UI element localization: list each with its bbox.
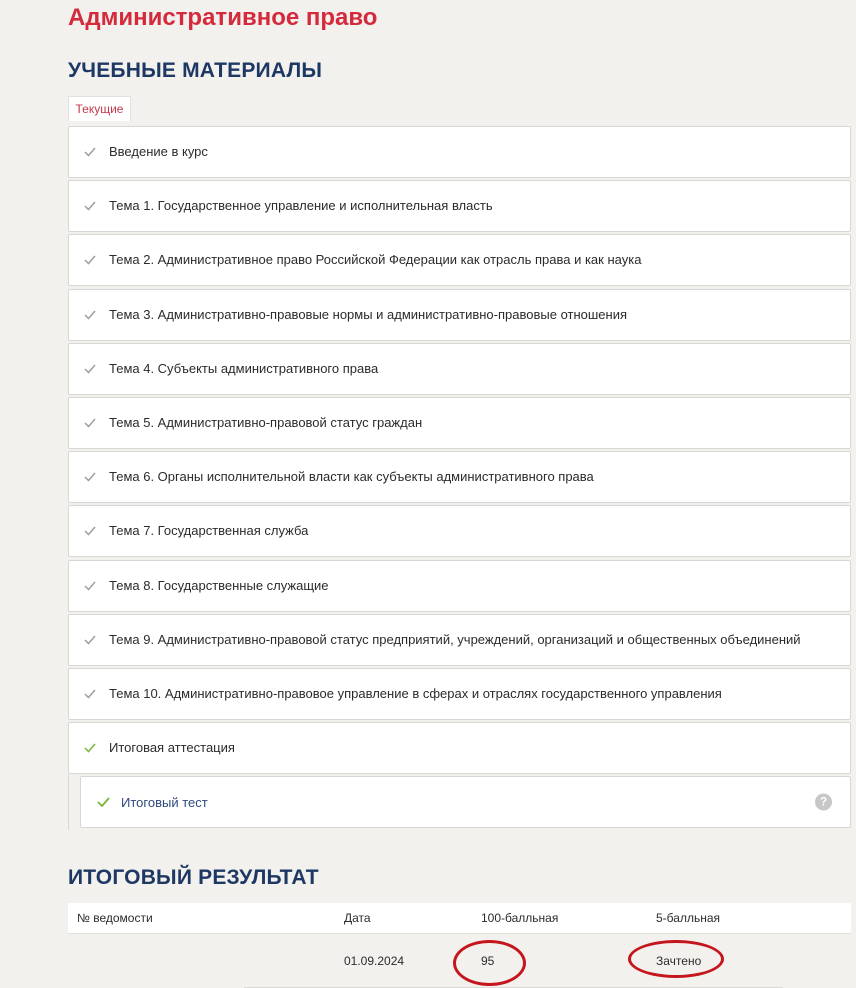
column-date: Дата [344, 911, 371, 925]
check-icon [84, 688, 96, 700]
help-icon[interactable]: ? [815, 794, 832, 811]
material-item[interactable] [68, 397, 851, 449]
material-item[interactable] [68, 451, 851, 503]
results-heading: ИТОГОВЫЙ РЕЗУЛЬТАТ [68, 866, 319, 889]
materials-heading: УЧЕБНЫЕ МАТЕРИАЛЫ [68, 59, 323, 82]
material-item-label: Тема 3. Административно-правовые нормы и административно-правовые отношения [109, 307, 628, 322]
material-item-label: Итоговая аттестация [109, 740, 235, 755]
check-icon [84, 580, 96, 592]
results-table [68, 903, 851, 988]
check-icon [97, 796, 111, 808]
check-icon [84, 146, 96, 158]
material-item[interactable] [68, 722, 851, 774]
material-item-label: Тема 9. Административно-правовой статус предприятий, учреждений, организаций и общественных объединений [109, 632, 801, 647]
material-item-label: Тема 8. Государственные служащие [109, 578, 329, 593]
score100-highlight-circle [453, 940, 526, 986]
tab-current[interactable]: Текущие [68, 96, 131, 121]
material-item[interactable] [68, 668, 851, 720]
material-item-label: Тема 5. Административно-правовой статус граждан [109, 415, 423, 430]
connector-line [68, 774, 69, 830]
material-item[interactable] [68, 505, 851, 557]
material-item-label: Тема 7. Государственная служба [109, 523, 309, 538]
cell-score100: 95 [481, 954, 495, 968]
final-test-item[interactable] [80, 776, 851, 828]
check-icon [84, 363, 96, 375]
course-title: Административное право [68, 4, 378, 31]
material-item[interactable] [68, 126, 851, 178]
results-table-header [68, 903, 851, 934]
check-icon [84, 254, 96, 266]
material-item-label: Введение в курс [109, 144, 208, 159]
score5-highlight-circle [628, 940, 724, 978]
column-score5: 5-балльная [656, 911, 720, 925]
material-item-label: Тема 6. Органы исполнительной власти как субъекты административного права [109, 469, 594, 484]
check-icon [84, 742, 96, 754]
material-item-label: Тема 4. Субъекты административного права [109, 361, 379, 376]
material-item[interactable] [68, 560, 851, 612]
check-icon [84, 634, 96, 646]
material-item-label: Тема 2. Административное право Российской Федерации как отрасль права и как наука [109, 252, 642, 267]
cell-score5: Зачтено [656, 954, 702, 968]
material-item[interactable] [68, 234, 851, 286]
material-item[interactable] [68, 343, 851, 395]
check-icon [84, 417, 96, 429]
final-test-label: Итоговый тест [121, 794, 208, 810]
material-item[interactable] [68, 180, 851, 232]
column-record-no: № ведомости [77, 911, 153, 925]
check-icon [84, 309, 96, 321]
material-item-label: Тема 10. Административно-правовое управление в сферах и отраслях государственного управления [109, 686, 722, 701]
material-item[interactable] [68, 614, 851, 666]
check-icon [84, 525, 96, 537]
check-icon [84, 200, 96, 212]
cell-date: 01.09.2024 [344, 954, 405, 968]
check-icon [84, 471, 96, 483]
column-score100: 100-балльная [481, 911, 559, 925]
material-item[interactable] [68, 289, 851, 341]
material-item-label: Тема 1. Государственное управление и исполнительная власть [109, 198, 493, 213]
